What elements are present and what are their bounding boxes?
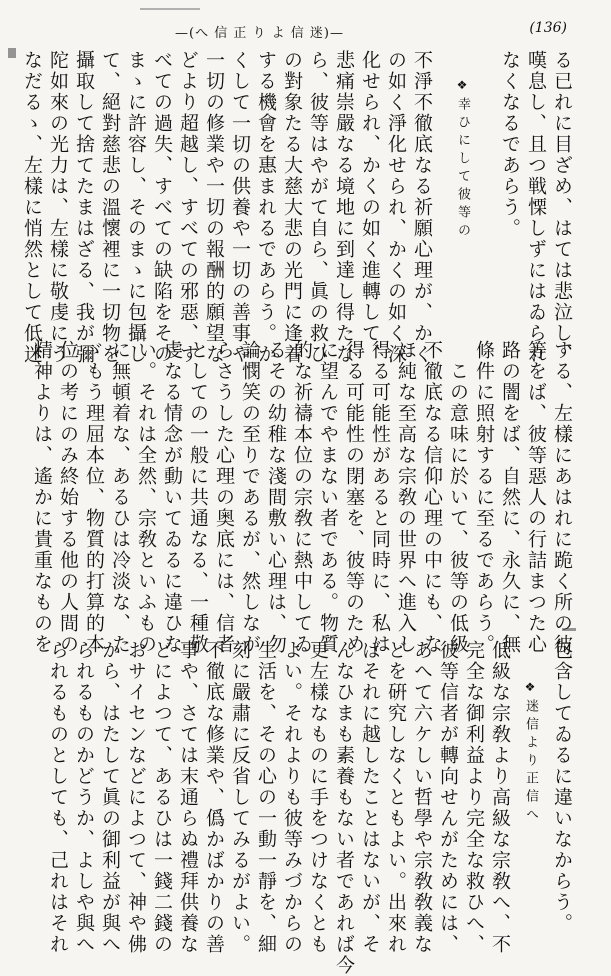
lower-text-col1: 包含してゐるに違いなからう。 (551, 640, 573, 934)
print-speck (8, 48, 16, 58)
page-number: (136) (529, 20, 567, 36)
upper-text-col1: る已れに目ざめ、はては悲泣し、 嘆息し、且つ戦慄しずにはゐられ なくなるであらう。 (499, 50, 573, 365)
diamond-bullet-icon: ❖ (523, 680, 537, 699)
section-heading-upper-text: 幸ひにして彼等の (455, 97, 470, 241)
middle-text-col1: する、左樣にあはれに跪く所の彼 等をば、彼等惡人の行詰まつた心 路の闇をば、自然に、永久に、無 條件に照射するに至るであらう。 この意味に於いて、彼等の低級 不徹底なる信仰心理の中にも、な ほ純な至高な宗敎の世界へ進入し 得る可能性があると同時に、私は 得る可能性の閉塞を、彼等のため に望んでやまない者である。物質 的な祈禱本位の宗敎に熱中してゐ るその幼稚な淺間敷い心理は、勿 論憫笑の至りであるが、然しなが らさうした心理の奥底には、信者 としての一般に共通なる、一種敬 虔なる情念が動いてゐるに違ひな い。それは全然、宗敎といふもの に無頓着な、あるひは冷淡な、た ゞもう理屈本位、物質的打算的本 位の考にのみ終始する他の人間の 精神よりは、遙かに貴重なものを (31, 340, 573, 655)
upper-text-col2: 不淨不徹底なる祈願心理が、かく の如く淨化せられ、かくの如く深 化せられ、かくの如く進轉して、 悲痛崇嚴なる境地に到達し得たな ら、彼等はやがて自ら、眞の救ひ の對象たる大慈大悲の光門に逢着 する機會を惠まれるであらう。か くして一切の供養や一切の善事や 一切の修業や一切の報酬的願望な どより超越し、すべての邪惡、す べての過失、すべての缺陷をその まゝに許容し、そのまゝに包攝し て、絕對慈悲の溫懷裡に一切物を 攝取して捨てたまはざる、我が彌 陀如來の光力は、左樣に敬虔にう なだるゝ、左樣に悄然として低迷 (21, 50, 433, 365)
diamond-bullet-icon: ❖ (455, 78, 469, 97)
section-heading-lower (521, 680, 540, 860)
section-heading-upper (453, 78, 472, 308)
print-speck (140, 8, 200, 10)
lower-text-col2: 低級な宗敎より高級な宗敎へ、不 完全な御利益より完全な救ひへ、 彼等信者が轉向せんがためには、 あへて六ケしい哲學や宗敎敎義な どを硏究しなくともよい。出來れ ばそれに越したことはないが、そ んなひまも素養もない者であれば今 更左樣なものに手をつけなくとも よい。それよりも彼等みづからの 生活を、その心の一動一靜を、細 刻に嚴肅に反省してみるがよい。 不徹底な修業や、僞かばかりの善 事や、さては末通らぬ禮拜供養な どによつて、あるひは一錢二錢の おサイセンなどによつて、神や佛 から、はたして眞の御利益が與へ られるものかどうか、よしや與へ られるものとしても、己れはそれ (47, 640, 511, 976)
section-heading-lower-text: 迷信より正信へ (523, 699, 538, 825)
running-title: —(へ 信 正 り よ 信 迷)— (175, 26, 344, 41)
